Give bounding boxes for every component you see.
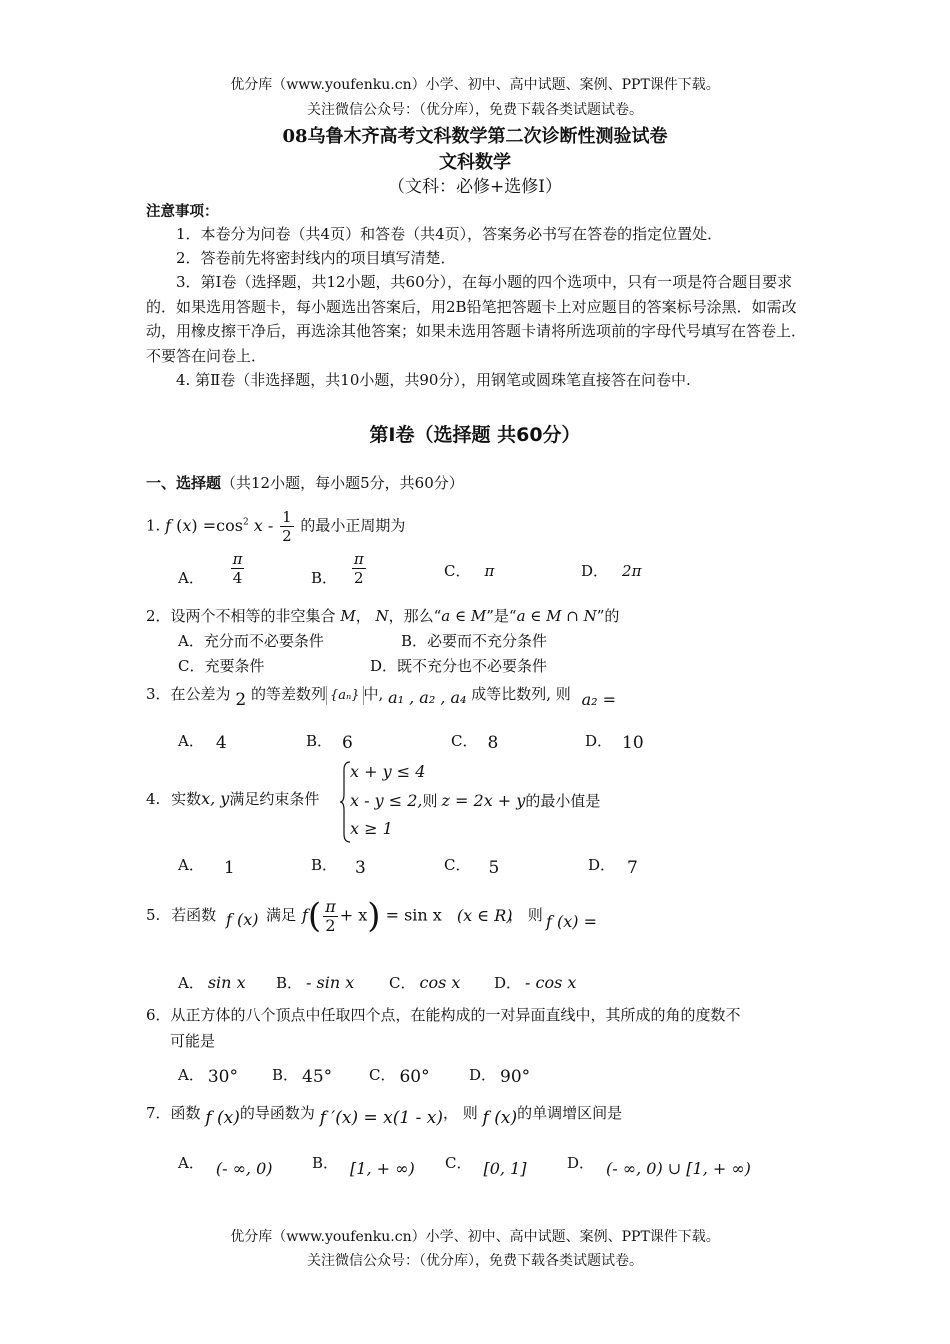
section-title: 第Ⅰ卷（选择题 共60分） [369,424,581,446]
q4-option-a: A． 1 [178,856,235,878]
q5-then: ， 则 [508,906,543,924]
question-2: 2．设两个不相等的非空集合 M， N，那么“a ∈ M”是“a ∈ M ∩ N”的 [146,607,620,625]
q3-option-c: C． 8 [451,732,499,753]
q1-option-d: D． 2π [581,562,642,580]
question-4: 4. 实数x, y满足约束条件 [146,789,320,808]
q3-option-a: A． 4 [178,732,227,753]
q6-option-b: B． 45° [272,1066,333,1087]
note-4: 4. 第Ⅱ卷（非选择题，共10小题，共90分），用钢笔或圆珠笔直接答在问卷中. [176,371,691,389]
q5-equation: f( $\frac{\pi}{2}$ + x) = sin x (x ∈ R) [302,896,513,936]
q4-constraint-1: x + y ≤ 4 [350,762,426,781]
exam-subject: 文科数学 [439,152,511,173]
footer-line-1: 优分库（www.youfenku.cn）小学、初中、高中试题、案例、PPT课件下载。 [230,1229,720,1245]
q4-constraint-2-line: x - y ≤ 2,则 z = 2x + y的最小值是 [350,791,601,810]
q1-option-a: A． $\frac{\pi}{4}$ [178,550,243,587]
q5-option-b: B． - sin x [276,973,355,992]
q2-option-c: C．充要条件 [178,657,265,675]
q3-option-d: D． 10 [585,732,644,753]
q6-option-a: A． 30° [178,1066,238,1087]
q1-formula: f $(x) =\cos^2$ x - [165,515,274,535]
q7-option-a: A． (- ∞, 0) [178,1154,273,1178]
q1-option-b: B． $\frac{\pi}{2}$ [311,550,364,587]
q7-option-d: D． (- ∞, 0) ∪ [1, + ∞) [567,1154,751,1178]
q5-option-d: D． - cos x [494,973,577,992]
q2-option-a: A．充分而不必要条件 [178,632,324,650]
part-heading [146,472,464,493]
q7-option-b: B． [1, + ∞) [312,1154,415,1178]
q6-option-d: D． 90° [469,1066,531,1087]
q4-constraint-3: x ≥ 1 [350,819,393,838]
note-3: 3．第Ⅰ卷（选择题，共12小题，共60分），在每小题的四个选项中，只有一项是符合题目要求的．如果选用答题卡，每小题选出答案后，用2B铅笔把答题卡上对应题目的答案标号涂黑．如需改动，用橡皮擦干净后，再选涂其他答案；如果未选用答题卡请将所选项前的字母代号填写在答卷上．不要答在问卷上． [146,273,807,365]
question-5: 5. 若函数 [146,906,217,924]
question-1 [146,508,405,545]
q5-satisfies: 满足 [266,906,297,924]
exam-scope: （文科：必修+选修Ⅰ） [388,177,562,197]
exam-title: 08乌鲁木齐高考文科数学第二次诊断性测验试卷 [282,126,668,147]
q4-option-d: D． 7 [588,856,638,878]
question-7: 7．函数 f (x)的导函数为 f ′(x) = x(1 - x)， 则 f (x)的单调增区间是 [146,1104,623,1128]
q4-option-c: C． 5 [444,856,500,878]
q2-option-b: B．必要而不充分条件 [401,632,548,650]
header-line-2: 关注微信公众号：（优分库），免费下载各类试题试卷。 [307,102,643,118]
part-info: （共12小题，每小题5分，共60分） [221,474,464,492]
q6-option-c: C． 60° [369,1066,430,1087]
header-line-1: 优分库（www.youfenku.cn）小学、初中、高中试题、案例、PPT课件下载。 [230,77,720,93]
question-3: 3．在公差为 2 的等差数列 {aₙ} 中, a₁ , a₂ , a₄ 成等比数列, 则 a₂ = [146,685,617,710]
q2-option-d: D．既不充分也不必要条件 [370,657,548,675]
q1-half-fraction: $\frac{1}{2}$ [282,508,292,545]
part-label: 一、选择题 [146,474,222,492]
q5-target: f (x) = [546,912,598,931]
q7-option-c: C． [0, 1] [445,1154,527,1178]
q4-option-b: B． 3 [311,856,366,878]
footer-line-2: 关注微信公众号：（优分库），免费下载各类试题试卷。 [307,1253,643,1269]
q5-fx: f (x) [226,910,259,929]
q1-option-c: C． π [444,562,495,580]
q5-option-a: A． sin x [178,973,246,992]
note-2: 2．答卷前先将密封线内的项目填写清楚． [176,249,456,267]
notes-heading: 注意事项： [146,204,219,220]
note-1: 1．本卷分为问卷（共4页）和答卷（共4页），答案务必书写在答卷的指定位置处． [176,225,723,243]
q3-option-b: B． 6 [306,732,353,753]
question-6: 6．从正方体的八个顶点中任取四个点，在能构成的一对异面直线中，其所成的角的度数不 [146,1006,741,1024]
q5-option-c: C． cos x [389,973,461,992]
question-6-line-2: 可能是 [170,1032,216,1050]
q1-number: 1. [146,516,161,535]
q1-tail: 的最小正周期为 [300,516,406,535]
